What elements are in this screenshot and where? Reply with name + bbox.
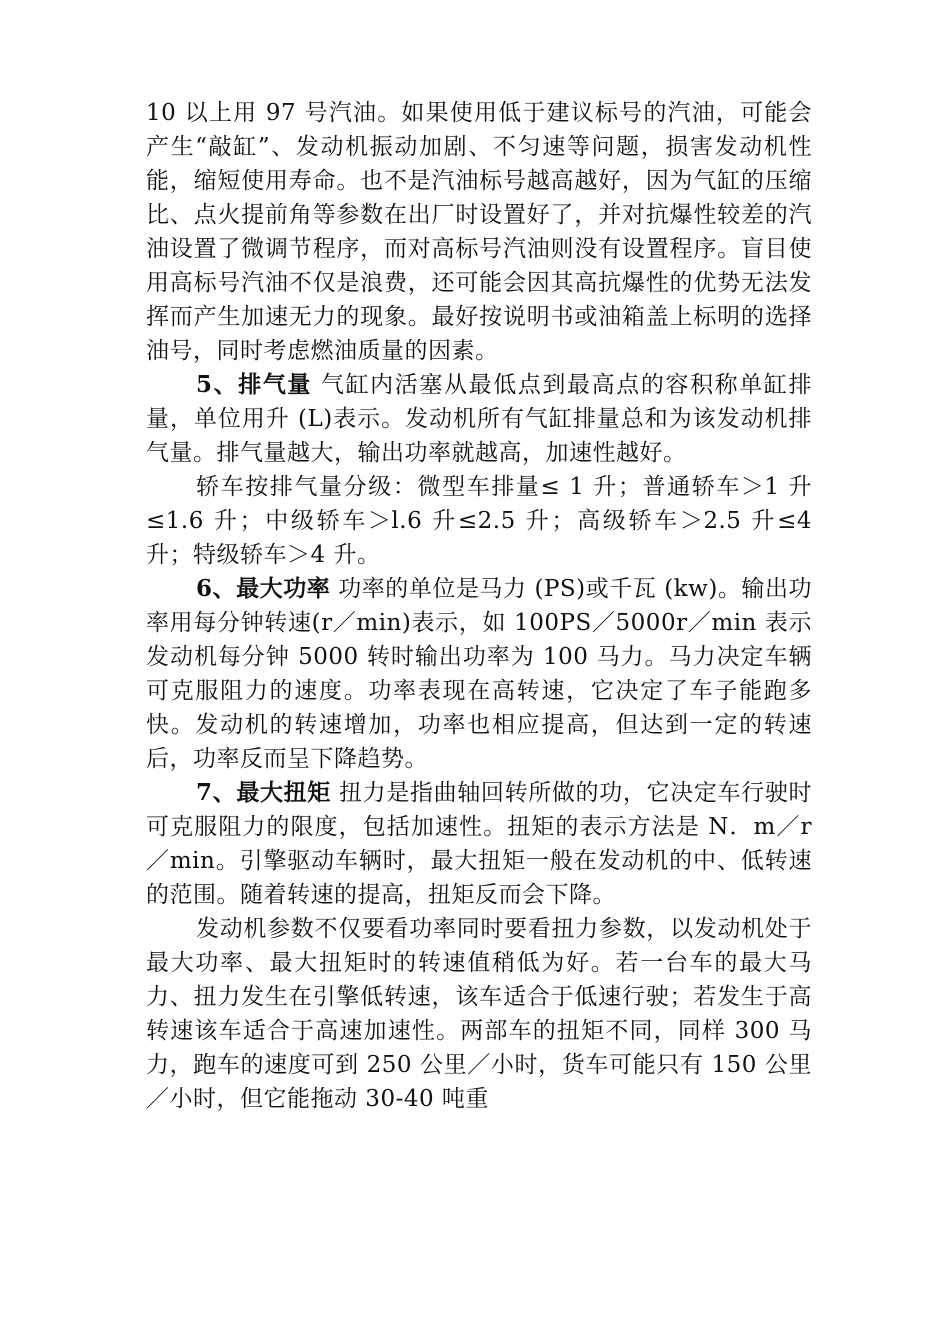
paragraph-text: 扭力是指曲轴回转所做的功，它决定车行驶时可克服阻力的限度，包括加速性。扭矩的表示方法是 N．m／r／min。引擎驱动车辆时，最大扭矩一般在发动机的中、低转速的范围。随着转速的提高，扭矩反而会下降。 xyxy=(146,780,812,908)
paragraph-text: 气缸内活塞从最低点到最高点的容积称单缸排量，单位用升 (L)表示。发动机所有气缸排量总和为该发动机排气量。排气量越大，输出功率就越高，加速性越好。 xyxy=(146,372,812,466)
section-heading-max-power: 6、最大功率 xyxy=(196,575,331,602)
document-page xyxy=(146,96,812,1116)
section-heading-displacement: 5、排气量 xyxy=(196,371,313,398)
paragraph-text: 发动机参数不仅要看功率同时要看扭力参数，以发动机处于最大功率、最大扭矩时的转速值稍低为好。若一台车的最大马力、扭力发生在引擎低转速，该车适合于低速行驶；若发生于高转速该车适合于高速加速性。两部车的扭矩不同，同样 300 马力，跑车的速度可到 250 公里／小时，货车可能只有 150 公里／小时，但它能拖动 30-40 吨重 xyxy=(146,916,812,1112)
paragraph-text: 轿车按排气量分级：微型车排量≤ 1 升；普通轿车＞1 升≤1.6 升；中级轿车＞l.6 升≤2.5 升；高级轿车＞2.5 升≤4 升；特级轿车＞4 升。 xyxy=(146,474,812,568)
paragraph-engine-params xyxy=(146,912,812,1116)
section-heading-max-torque: 7、最大扭矩 xyxy=(196,779,331,806)
paragraph-gasoline-grade xyxy=(146,96,812,368)
paragraph-text: 功率的单位是马力 (PS)或千瓦 (kw)。输出功率用每分钟转速(r／min)表示，如 100PS／5000r／min 表示发动机每分钟 5000 转时输出功率为 100 马力。马力决定车辆可克服阻力的速度。功率表现在高转速，它决定了车子能跑多快。发动机的转速增加，功率也相应提高，但达到一定的转速后，功率反而呈下降趋势。 xyxy=(146,576,812,772)
paragraph-text: 10 以上用 97 号汽油。如果使用低于建议标号的汽油，可能会产生“敲缸”、发动机振动加剧、不匀速等问题，损害发动机性能，缩短使用寿命。也不是汽油标号越高越好，因为气缸的压缩比、点火提前角等参数在出厂时设置好了，并对抗爆性较差的汽油设置了微调节程序，而对高标号汽油则没有设置程序。盲目使用高标号汽油不仅是浪费，还可能会因其高抗爆性的优势无法发挥而产生加速无力的现象。最好按说明书或油箱盖上标明的选择油号，同时考虑燃油质量的因素。 xyxy=(146,100,812,364)
paragraph-max-power xyxy=(146,572,812,776)
paragraph-max-torque xyxy=(146,776,812,912)
paragraph-car-classes xyxy=(146,470,812,572)
paragraph-displacement xyxy=(146,368,812,470)
